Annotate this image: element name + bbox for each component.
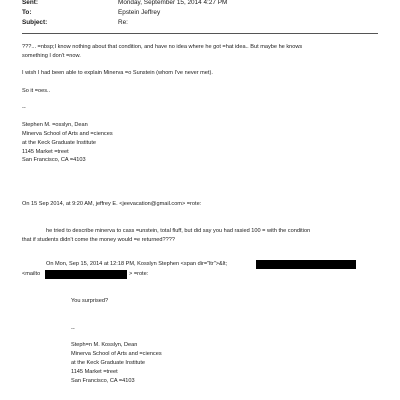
to-value: Epstein Jeffrey: [118, 9, 161, 16]
sent-label: Sent:: [22, 0, 38, 6]
inner-message: You surprised?: [71, 298, 109, 304]
inner-signature-line: Minerva School of Arts and =ciences: [71, 351, 162, 357]
quote-line-1: he tried to describe minerva to cass =unstein, total fluff, but did say you had rasied 100 = with the condition: [46, 228, 311, 234]
quote-intro: On 15 Sep 2014, at 9:20 AM, jeffrey E. <jeevacation@gmail.com> =rote:: [22, 201, 202, 207]
body-paragraph-1-line-1: ???... =nbsp;I know nothing about that condition, and have no idea where he got =hat idea.. But maybe he knows: [22, 44, 303, 50]
header-divider: [22, 33, 378, 34]
body-paragraph-2: I wish I had been able to explain Minerva =o Sunstein (whom I've never met).: [22, 70, 213, 76]
inner-quote-intro-b-suffix: > =rote:: [129, 271, 149, 277]
signature-line: Stephen M. =osslyn, Dean: [22, 122, 88, 128]
inner-signature-line: San Francisco, CA =4103: [71, 378, 135, 384]
body-paragraph-1-line-2: something I don't =now.: [22, 53, 81, 59]
inner-signature-line: 1145 Market =treet: [71, 369, 118, 375]
inner-signature-separator: --: [71, 326, 75, 332]
signature-separator: --: [22, 105, 26, 111]
signature-line: at the Keck Graduate Institute: [22, 140, 97, 146]
signature-line: San Francisco, CA =4103: [22, 157, 86, 163]
inner-signature-line: at the Keck Graduate Institute: [71, 360, 146, 366]
signature-line: Minerva School of Arts and =ciences: [22, 131, 113, 137]
signature-line: 1145 Market =treet: [22, 149, 69, 155]
body-paragraph-3: So it =oes..: [22, 88, 51, 94]
subject-value: Re:: [118, 19, 128, 26]
to-label: To:: [22, 9, 32, 16]
redaction-box: [45, 270, 127, 279]
inner-signature-line: Steph=n M. Kosslyn, Dean: [71, 342, 138, 348]
sent-value: Monday, September 15, 2014 4:27 PM: [118, 0, 228, 6]
inner-quote-intro-b-prefix: <mailto: [22, 271, 41, 277]
quote-line-2: that if students didn't come the money would =e returned????: [22, 237, 175, 243]
subject-label: Subject:: [22, 19, 48, 26]
redaction-box: [256, 260, 356, 269]
inner-quote-intro-a: On Mon, Sep 15, 2014 at 12:18 PM, Kosslyn Stephen <span dir="ltr">&lt;: [46, 261, 228, 267]
